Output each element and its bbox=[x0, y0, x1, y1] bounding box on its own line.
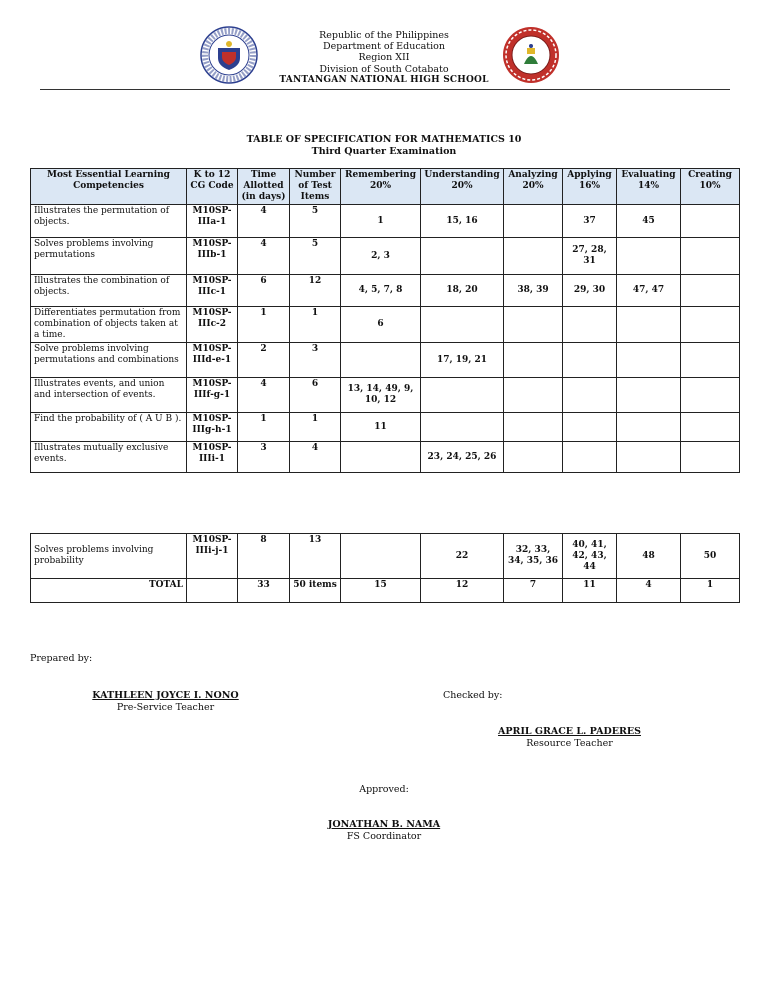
cell-time: 8 bbox=[238, 534, 290, 579]
checked-by-label: Checked by: bbox=[443, 690, 503, 701]
header-divider bbox=[40, 89, 730, 90]
table-header-row bbox=[31, 169, 740, 205]
cell-creating: 50 bbox=[681, 534, 740, 579]
cell-applying: 29, 30 bbox=[563, 275, 617, 307]
cell-understanding: 22 bbox=[421, 534, 504, 579]
cell-time: 1 bbox=[238, 307, 290, 343]
cell-time: 3 bbox=[238, 442, 290, 473]
cell-time: 4 bbox=[238, 205, 290, 238]
header-applying: Applying 16% bbox=[563, 169, 617, 205]
cell-number: 3 bbox=[290, 343, 341, 378]
cell-code: M10SP-IIIi-j-1 bbox=[187, 534, 238, 579]
cell-code: M10SP-IIIc-2 bbox=[187, 307, 238, 343]
cell-analyzing bbox=[504, 307, 563, 343]
cell-creating bbox=[681, 378, 740, 413]
cell-remembering bbox=[341, 534, 421, 579]
cell-applying bbox=[563, 442, 617, 473]
checked-by-block bbox=[487, 726, 652, 749]
cell-code: M10SP-IIIg-h-1 bbox=[187, 413, 238, 442]
cell-creating bbox=[681, 442, 740, 473]
total-time: 33 bbox=[238, 579, 290, 603]
table-row bbox=[31, 343, 740, 378]
cell-number: 4 bbox=[290, 442, 341, 473]
cell-understanding: 23, 24, 25, 26 bbox=[421, 442, 504, 473]
checked-by-role: Resource Teacher bbox=[526, 737, 613, 749]
cell-remembering: 6 bbox=[341, 307, 421, 343]
header-remembering: Remembering 20% bbox=[341, 169, 421, 205]
cell-understanding bbox=[421, 413, 504, 442]
cell-evaluating: 47, 47 bbox=[617, 275, 681, 307]
cell-creating bbox=[681, 413, 740, 442]
title-line-1: TABLE OF SPECIFICATION FOR MATHEMATICS 10 bbox=[246, 134, 522, 145]
cell-competency: Differentiates permutation from combination of objects taken at a time. bbox=[31, 307, 187, 343]
header-text bbox=[270, 30, 498, 86]
title-line-2: Third Quarter Examination bbox=[311, 146, 457, 157]
cell-code: M10SP-IIIb-1 bbox=[187, 238, 238, 275]
cell-applying: 27, 28, 31 bbox=[563, 238, 617, 275]
cell-competency: Illustrates mutually exclusive events. bbox=[31, 442, 187, 473]
cell-code: M10SP-IIIa-1 bbox=[187, 205, 238, 238]
cell-analyzing bbox=[504, 205, 563, 238]
cell-applying bbox=[563, 307, 617, 343]
deped-seal-logo bbox=[200, 26, 258, 88]
total-analyzing: 7 bbox=[504, 579, 563, 603]
cell-remembering bbox=[341, 442, 421, 473]
cell-number: 5 bbox=[290, 205, 341, 238]
cell-number: 12 bbox=[290, 275, 341, 307]
cell-competency: Find the probability of ( A U B ). bbox=[31, 413, 187, 442]
cell-understanding: 18, 20 bbox=[421, 275, 504, 307]
cell-analyzing: 38, 39 bbox=[504, 275, 563, 307]
prepared-by-block bbox=[78, 690, 253, 713]
cell-analyzing bbox=[504, 343, 563, 378]
cell-code: M10SP-IIIc-1 bbox=[187, 275, 238, 307]
table-row bbox=[31, 238, 740, 275]
table-row bbox=[31, 442, 740, 473]
cell-time: 4 bbox=[238, 238, 290, 275]
cell-evaluating bbox=[617, 307, 681, 343]
school-seal-logo bbox=[502, 26, 560, 88]
cell-evaluating bbox=[617, 238, 681, 275]
total-evaluating: 4 bbox=[617, 579, 681, 603]
checked-by-name: APRIL GRACE L. PADERES bbox=[498, 726, 641, 737]
cell-understanding bbox=[421, 378, 504, 413]
header-time: Time Allotted (in days) bbox=[238, 169, 290, 205]
total-applying: 11 bbox=[563, 579, 617, 603]
prepared-by-role: Pre-Service Teacher bbox=[116, 701, 215, 713]
cell-applying bbox=[563, 378, 617, 413]
cell-creating bbox=[681, 307, 740, 343]
document-title bbox=[0, 134, 768, 158]
cell-creating bbox=[681, 275, 740, 307]
cell-competency: Illustrates the permutation of objects. bbox=[31, 205, 187, 238]
cell-time: 1 bbox=[238, 413, 290, 442]
header-line-department: Department of Education bbox=[323, 41, 445, 53]
cell-evaluating bbox=[617, 442, 681, 473]
cell-remembering: 2, 3 bbox=[341, 238, 421, 275]
school-name: TANTANGAN NATIONAL HIGH SCHOOL bbox=[279, 74, 489, 85]
cell-remembering: 1 bbox=[341, 205, 421, 238]
cell-creating bbox=[681, 205, 740, 238]
table-row bbox=[31, 413, 740, 442]
header-analyzing: Analyzing 20% bbox=[504, 169, 563, 205]
total-understanding: 12 bbox=[421, 579, 504, 603]
cell-analyzing: 32, 33, 34, 35, 36 bbox=[504, 534, 563, 579]
table-row bbox=[31, 275, 740, 307]
cell-code: M10SP-IIIi-1 bbox=[187, 442, 238, 473]
cell-time: 2 bbox=[238, 343, 290, 378]
total-label: TOTAL bbox=[31, 579, 187, 603]
cell-remembering bbox=[341, 343, 421, 378]
table-row bbox=[31, 378, 740, 413]
cell-time: 6 bbox=[238, 275, 290, 307]
header-understanding: Understanding 20% bbox=[421, 169, 504, 205]
approved-name: JONATHAN B. NAMA bbox=[327, 819, 441, 830]
cell-number: 6 bbox=[290, 378, 341, 413]
specification-table-continued bbox=[30, 533, 740, 603]
cell-competency: Solves problems involving probability bbox=[31, 534, 187, 579]
header-evaluating: Evaluating 14% bbox=[617, 169, 681, 205]
header-line-republic: Republic of the Philippines bbox=[319, 30, 449, 41]
cell-applying: 37 bbox=[563, 205, 617, 238]
cell-number: 13 bbox=[290, 534, 341, 579]
cell-competency: Solve problems involving permutations and combinations bbox=[31, 343, 187, 378]
total-number: 50 items bbox=[290, 579, 341, 603]
cell-competency: Illustrates events, and union and intersection of events. bbox=[31, 378, 187, 413]
cell-applying: 40, 41, 42, 43, 44 bbox=[563, 534, 617, 579]
cell-code: M10SP-IIIf-g-1 bbox=[187, 378, 238, 413]
total-creating: 1 bbox=[681, 579, 740, 603]
cell-number: 1 bbox=[290, 307, 341, 343]
cell-remembering: 13, 14, 49, 9, 10, 12 bbox=[341, 378, 421, 413]
cell-competency: Solves problems involving permutations bbox=[31, 238, 187, 275]
cell-analyzing bbox=[504, 378, 563, 413]
table-row bbox=[31, 205, 740, 238]
cell-remembering: 4, 5, 7, 8 bbox=[341, 275, 421, 307]
prepared-by-label: Prepared by: bbox=[30, 653, 93, 664]
cell-applying bbox=[563, 343, 617, 378]
cell-code: M10SP-IIId-e-1 bbox=[187, 343, 238, 378]
cell-evaluating bbox=[617, 378, 681, 413]
approved-role: FS Coordinator bbox=[346, 830, 422, 842]
cell-evaluating bbox=[617, 413, 681, 442]
cell-evaluating: 48 bbox=[617, 534, 681, 579]
header-line-region: Region XII bbox=[358, 52, 410, 64]
header-creating: Creating 10% bbox=[681, 169, 740, 205]
cell-understanding: 17, 19, 21 bbox=[421, 343, 504, 378]
cell-number: 5 bbox=[290, 238, 341, 275]
cell-remembering: 11 bbox=[341, 413, 421, 442]
cell-number: 1 bbox=[290, 413, 341, 442]
cell-analyzing bbox=[504, 442, 563, 473]
prepared-by-name: KATHLEEN JOYCE I. NONO bbox=[92, 690, 239, 701]
cell-creating bbox=[681, 343, 740, 378]
total-row bbox=[31, 579, 740, 603]
approved-label: Approved: bbox=[359, 784, 409, 795]
table-row bbox=[31, 534, 740, 579]
total-remembering: 15 bbox=[341, 579, 421, 603]
table-row bbox=[31, 307, 740, 343]
header-code: K to 12 CG Code bbox=[187, 169, 238, 205]
cell-analyzing bbox=[504, 238, 563, 275]
specification-table bbox=[30, 168, 740, 473]
cell-understanding: 15, 16 bbox=[421, 205, 504, 238]
letterhead bbox=[0, 26, 768, 90]
cell-applying bbox=[563, 413, 617, 442]
cell-analyzing bbox=[504, 413, 563, 442]
cell-understanding bbox=[421, 238, 504, 275]
cell-competency: Illustrates the combination of objects. bbox=[31, 275, 187, 307]
header-number: Number of Test Items bbox=[290, 169, 341, 205]
cell-time: 4 bbox=[238, 378, 290, 413]
cell-evaluating bbox=[617, 343, 681, 378]
approved-block bbox=[314, 819, 454, 842]
header-line-division: Division of South Cotabato bbox=[319, 63, 449, 75]
cell-understanding bbox=[421, 307, 504, 343]
cell-evaluating: 45 bbox=[617, 205, 681, 238]
header-competency: Most Essential Learning Competencies bbox=[31, 169, 187, 205]
total-code bbox=[187, 579, 238, 603]
cell-creating bbox=[681, 238, 740, 275]
